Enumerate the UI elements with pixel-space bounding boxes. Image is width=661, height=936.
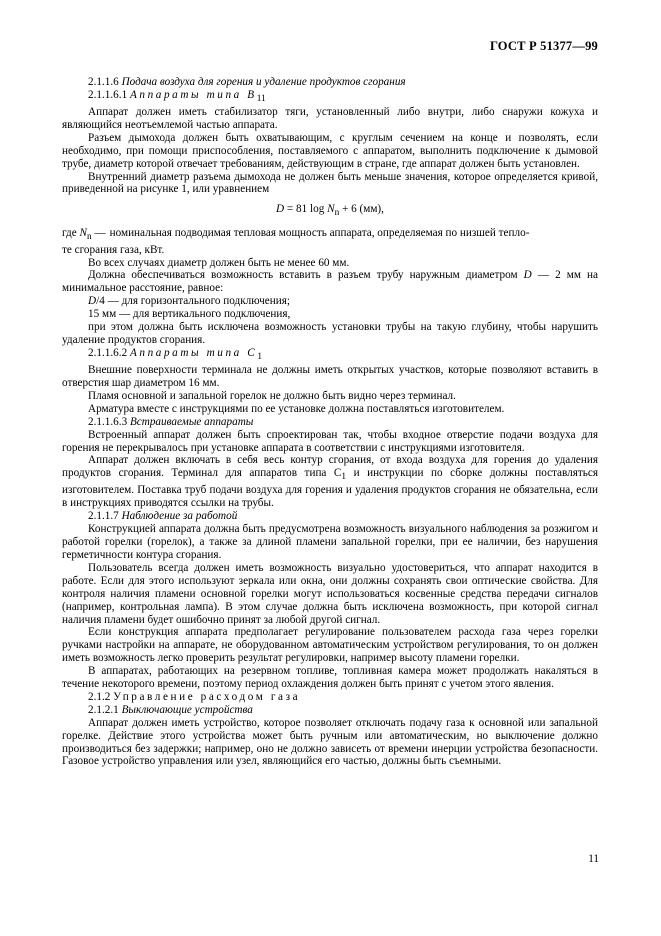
formula-variable: D (88, 295, 97, 308)
section-number: 2.1.2 (88, 690, 111, 703)
text: Должна обеспечиваться возможность вставить в разъем трубу наружным диаметром (88, 269, 524, 282)
paragraph: Пользователь всегда должен иметь возможность визуально удостовериться, что аппарат находится в работе. Если для этого используют зеркала или окна, они должны сохранять свои оптические свойства. Для контроля наличия пламени основной горелки могут использоваться косвенные средства передачи сигналов (например, контрольная лампа). В этом случае должна быть исключена возможность, при которой сигнал наличия пламени будет ошибочно принят за любой другой сигнал. (62, 561, 598, 626)
page-body (62, 76, 598, 768)
paragraph: Встроенный аппарат должен быть спроектирован так, чтобы входное отверстие подачи воздуха для горения не перекрывалось при установке аппарата в соответствии с инструкциями изготовителя. (62, 428, 598, 454)
section-title: Управление расходом газа (113, 690, 301, 703)
section-heading-2-1-1-6 (62, 76, 598, 89)
where-clause (62, 227, 598, 244)
formula-text: = 81 log (284, 203, 328, 216)
subscript: n (334, 208, 340, 219)
subscript: 1 (257, 352, 262, 363)
formula-variable: N (327, 203, 335, 216)
formula-variable: D (523, 269, 532, 282)
section-number: 2.1.2.1 (88, 703, 119, 716)
formula-variable: D (276, 203, 285, 216)
where-definition-continued: те сгорания газа, кВт. (62, 243, 165, 256)
standard-header: ГОСТ Р 51377—99 (489, 39, 598, 53)
text: /4 — для горизонтального подключения; (96, 295, 290, 308)
paragraph: Во всех случаях диаметр должен быть не менее 60 мм. (88, 256, 350, 269)
where-symbol (62, 227, 106, 244)
formula (62, 203, 598, 220)
formula-variable: N (79, 226, 87, 239)
section-number: 2.1.1.6.1 (88, 88, 128, 101)
where-prefix: где (62, 226, 80, 239)
paragraph: Аппарат должен иметь устройство, которое позволяет отключать подачу газа к основной или запальной горелке. Действие этого устройства может быть ручным или автоматическим, но выключение должно производиться без задержки; например, оно не должно зависеть от времени инерции устройства безопасности. Газовое устройство управления или узел, являющийся его частью, должны быть съемными. (62, 716, 598, 768)
paragraph (62, 454, 598, 510)
paragraph: Пламя основной и запальной горелок не должно быть видно через терминал. (88, 389, 456, 402)
page-number: 11 (588, 853, 599, 865)
section-title: Выключающие устройства (121, 703, 253, 716)
subscript: n (86, 231, 92, 242)
paragraph: Арматура вместе с инструкциями по ее установке должна поставляться изготовителем. (88, 402, 505, 415)
section-title: Аппараты типа B (129, 88, 257, 101)
section-title: Наблюдение за работой (121, 510, 238, 523)
section-title: Встраиваемые аппараты (129, 415, 254, 428)
paragraph: Разъем дымохода должен быть охватывающим, с круглым сечением на конце и позволять, если необходимо, при помощи приспособления, поставляемого с аппаратом, выполнить подключение к дымовой трубе, диаметр которой отвечает требованиям, действующим в стране, где аппарат должен быть установлен. (62, 131, 598, 170)
section-heading-2-1-1-6-2 (62, 347, 598, 364)
paragraph: Если конструкция аппарата предполагает регулирование пользователем расхода газа через горелки ручками настройки на аппарате, не оборудованном автоматическим устройством регулирования, то он должен иметь возможность легко проверить результат регулировки, например высоту пламени горелки. (62, 626, 598, 665)
section-number: 2.1.1.6 (88, 76, 119, 88)
subscript: 1 (341, 472, 347, 483)
subscript: 11 (256, 94, 266, 105)
paragraph: Конструкцией аппарата должна быть предусмотрена возможность визуального наблюдения за розжигом и работой горелки (горелок), а также за длиной пламени запальной горелки, при ее наличии, без нарушения герметичности контура сгорания. (62, 523, 598, 561)
section-heading-2-1-1-6-3 (62, 416, 598, 429)
where-definition: номинальная подводимая тепловая мощность аппарата, определяемая по низшей тепло- (109, 226, 530, 239)
paragraph: В аппаратах, работающих на резервном топливе, топливная камера может продолжать накаляться в течение некоторого времени, поэтому период охлаждения должен быть принят с учетом этого явления. (62, 665, 598, 691)
paragraph: при этом должна быть исключена возможность установки трубы на такую глубину, чтобы нарушить удаление продуктов сгорания. (62, 321, 598, 347)
paragraph: Внутренний диаметр разъема дымохода не должен быть меньше значения, которое определяется кривой, приведенной на рисунке 1, или уравнением (62, 170, 598, 196)
section-heading-2-1-1-6-1 (62, 89, 598, 106)
section-heading-2-1-2-1 (62, 704, 598, 717)
where-dash: — (91, 226, 106, 239)
section-number: 2.1.1.6.2 (88, 346, 128, 359)
section-number: 2.1.1.7 (88, 510, 119, 523)
list-item (62, 295, 598, 308)
text: и инструкции по сборке должны поставляться изготовителем. Поставка труб подачи воздуха для горения и удаления продуктов сгорания не обязательна, если в инструкциях приводятся ссылки на трубы. (62, 467, 598, 510)
section-number: 2.1.1.6.3 (88, 415, 128, 428)
section-title: Подача воздуха для горения и удаление продуктов сгорания (121, 76, 406, 88)
text: Аппарат должен включать в себя весь контур сгорания, от входа воздуха для горения до удаления продуктов сгорания. Терминал для аппаратов типа С (62, 454, 598, 480)
paragraph: Внешние поверхности терминала не должны иметь открытых участков, которые позволяют вставить в отверстия шар диаметром 16 мм. (62, 364, 598, 389)
section-heading-2-1-1-7 (62, 510, 598, 523)
section-heading-2-1-2 (62, 691, 598, 704)
list-item: 15 мм — для вертикального подключения, (88, 308, 291, 321)
section-title: Аппараты типа C (129, 346, 258, 359)
formula-text: + 6 (мм), (339, 203, 384, 216)
paragraph (62, 269, 598, 295)
paragraph: Аппарат должен иметь стабилизатор тяги, установленный либо внутри, либо снаружи кожуха и являющийся неотъемлемой частью аппарата. (62, 106, 598, 131)
text: — 2 мм на минимальное расстояние, равное: (62, 269, 598, 295)
